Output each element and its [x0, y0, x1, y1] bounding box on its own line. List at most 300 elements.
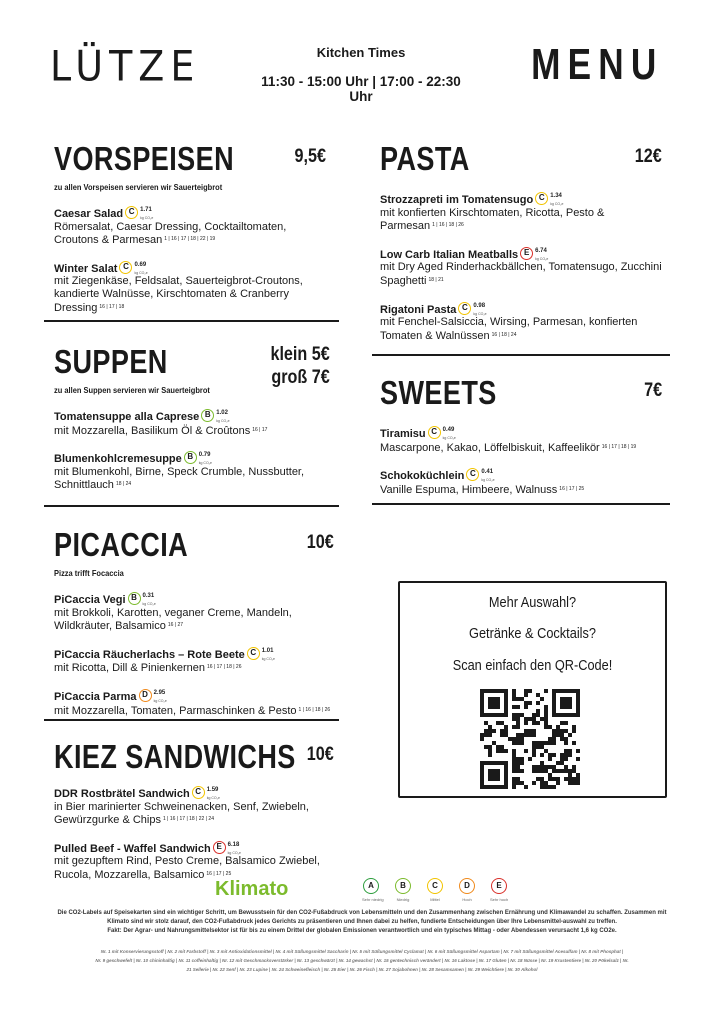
qr-module — [528, 733, 532, 737]
qr-module — [568, 705, 572, 709]
qr-text-scan: Scan einfach den QR-Code! — [452, 658, 613, 674]
qr-module — [492, 705, 496, 709]
menu-item-description: mit konfierten Kirschtomaten, Ricotta, Pesto & Parmesan — [380, 206, 605, 233]
qr-module — [532, 741, 536, 745]
qr-module — [548, 725, 552, 729]
price-large: groß 7€ — [271, 367, 330, 388]
allergen-notes: 16 | 17 — [252, 426, 268, 433]
co2-grade-badge: B — [128, 592, 141, 605]
co2-value: 0.49 — [442, 427, 455, 433]
qr-module — [504, 785, 508, 789]
legend-grade-badge: B — [395, 878, 411, 894]
menu-heading: MENU — [531, 40, 664, 89]
qr-module — [496, 705, 500, 709]
allergen-line: 21 Sellerie | Nr. 22 Senf | Nr. 23 Lupine | Nr. 24 Schweinefleisch | Nr. 25 Eier | Nr. 26 Fisch | Nr. 27 Sojabohnen | Nr. 28 Sesamsamen | Nr. 29 Weichtiere | Nr. 30 Alkohol — [186, 967, 538, 972]
qr-module — [524, 717, 528, 721]
qr-module — [520, 757, 524, 761]
qr-module — [512, 689, 516, 693]
menu-item-description: Vanille Espuma, Himbeere, Walnuss — [380, 483, 558, 496]
menu-item-description: mit Ziegenkäse, Feldsalat, Sauerteigbrot-Croutons, kandierte Walnüsse, Kirschtomaten & Cranberry Dressing — [54, 275, 303, 314]
menu-item-description: Mascarpone, Kakao, Löffelbiskuit, Kaffeelikör — [380, 441, 600, 454]
qr-module — [536, 721, 540, 725]
co2-value: 1.71 — [140, 207, 152, 213]
qr-module — [536, 765, 540, 769]
allergen-notes: 18 | 24 — [115, 481, 132, 488]
menu-item-name: Low Carb Italian Meatballs — [380, 248, 519, 261]
co2-unit: kg CO₂e — [140, 216, 154, 220]
qr-module — [532, 749, 536, 753]
qr-text-drinks: Getränke & Cocktails? — [469, 626, 596, 642]
menu-item-description: mit Mozzarella, Basilikum Öl & Croûtons — [54, 424, 251, 437]
menu-item-description: mit Mozzarella, Tomaten, Parmaschinken & Pesto — [54, 704, 297, 717]
co2-value: 2.95 — [153, 689, 166, 696]
qr-module — [540, 717, 544, 721]
qr-module — [536, 701, 540, 705]
qr-module — [480, 705, 484, 709]
qr-module — [564, 741, 568, 745]
qr-module — [564, 737, 568, 741]
qr-module — [552, 733, 556, 737]
qr-module — [500, 713, 504, 717]
qr-module — [504, 769, 508, 773]
co2-unit: kg CO₂e — [261, 656, 275, 661]
qr-module — [480, 701, 484, 705]
section-title: PICACCIA — [54, 526, 189, 563]
section-title: SWEETS — [380, 374, 497, 411]
qr-module — [560, 761, 564, 765]
qr-module — [576, 773, 580, 777]
qr-code-box — [398, 581, 667, 798]
co2-unit: kg CO₂e — [535, 256, 549, 261]
qr-module — [496, 769, 500, 773]
qr-module — [536, 709, 540, 713]
qr-module — [504, 705, 508, 709]
co2-unit: kg CO₂e — [134, 270, 148, 275]
allergen-notes: 18 | 21 — [428, 276, 444, 283]
qr-module — [516, 705, 520, 709]
section-price: 9,5€ — [294, 146, 326, 167]
qr-module — [552, 765, 556, 769]
legend-label: Mittel — [430, 897, 440, 902]
qr-module — [504, 749, 508, 753]
qr-module — [568, 773, 572, 777]
qr-module — [480, 777, 484, 781]
section-price: 12€ — [635, 146, 662, 167]
allergen-notes: 1 | 16 | 18 | 26 — [298, 706, 331, 713]
qr-module — [488, 729, 492, 733]
qr-module — [512, 717, 516, 721]
qr-module — [504, 701, 508, 705]
qr-module — [544, 741, 548, 745]
qr-module — [504, 693, 508, 697]
qr-module — [548, 753, 552, 757]
menu-item — [54, 647, 334, 675]
section-suppen — [54, 343, 330, 492]
qr-module — [484, 689, 488, 693]
section-price — [271, 343, 330, 389]
qr-module — [512, 741, 516, 745]
qr-module — [568, 697, 572, 701]
qr-module — [524, 721, 528, 725]
co2-value: 0.31 — [142, 593, 155, 599]
co2-unit: kg CO₂e — [442, 436, 456, 440]
divider — [44, 320, 339, 322]
qr-module — [560, 701, 564, 705]
qr-module — [492, 773, 496, 777]
qr-module — [568, 777, 572, 781]
allergen-notes: 1 | 16 | 17 | 18 | 22 | 19 — [164, 236, 216, 243]
section-title: KIEZ SANDWICHS — [54, 738, 296, 775]
qr-module — [512, 769, 516, 773]
qr-module — [548, 777, 552, 781]
menu-item-name: PiCaccia Räucherlachs – Rote Beete — [54, 648, 245, 661]
brand-logo: LÜTZE — [50, 41, 201, 91]
menu-item-name: Rigatoni Pasta — [380, 303, 457, 316]
price-small: klein 5€ — [270, 344, 330, 365]
qr-module — [512, 725, 516, 729]
allergen-notes: 1 | 16 | 17 | 18 | 22 | 24 — [163, 816, 214, 823]
menu-item — [54, 592, 334, 633]
menu-item-name: PiCaccia Vegi — [54, 594, 126, 606]
qr-module — [520, 697, 524, 701]
qr-module — [512, 761, 516, 765]
legend-grade-badge: E — [491, 878, 507, 894]
menu-item — [54, 689, 334, 717]
allergen-notes: 16 | 27 — [167, 622, 184, 629]
qr-module — [576, 757, 580, 761]
qr-module — [512, 785, 516, 789]
qr-module — [572, 769, 576, 773]
qr-module — [504, 709, 508, 713]
menu-item — [54, 451, 330, 492]
qr-module — [568, 689, 572, 693]
qr-text-more: Mehr Auswahl? — [488, 595, 577, 611]
co2-unit: kg CO₂e — [142, 602, 156, 606]
qr-module — [504, 761, 508, 765]
qr-module — [524, 729, 528, 733]
qr-module — [484, 713, 488, 717]
qr-module — [560, 757, 564, 761]
menu-item-name: Schokoküchlein — [380, 470, 465, 483]
menu-item-name: Caesar Salad — [54, 208, 124, 220]
menu-item-description: Römersalat, Caesar Dressing, Cocktailtomaten, Croutons & Parmesan — [54, 220, 287, 247]
menu-item-name: Tiramisu — [380, 428, 426, 440]
co2-value: 1.01 — [261, 647, 274, 654]
qr-module — [564, 753, 568, 757]
qr-module — [572, 725, 576, 729]
footer-line: Fakt: Der Agrar- und Nahrungsmittelsektor ist für bis zu einem Drittel der globalen Emissionen verantwortlich und ein typisches Mittag - oder Abendessen verursacht 1,6 kg CO2e. — [107, 928, 617, 934]
qr-module — [540, 765, 544, 769]
qr-module — [516, 769, 520, 773]
qr-module — [516, 717, 520, 721]
qr-module — [568, 733, 572, 737]
qr-module — [552, 753, 556, 757]
co2-label — [128, 592, 164, 605]
qr-module — [516, 741, 520, 745]
qr-module — [512, 713, 516, 717]
allergen-notes: 16 | 17 | 18 — [99, 303, 125, 310]
qr-module — [560, 697, 564, 701]
footer-line: Klimato sind wir stolz darauf, den CO2-Fußabdruck jedes Gerichts zu präsentieren und Ihnen dabei zu helfen, fundierte Entscheidungen über Ihre Lebensmittel-auswahl zu treffen. — [107, 919, 617, 925]
qr-module — [492, 785, 496, 789]
qr-module — [532, 765, 536, 769]
qr-module — [536, 745, 540, 749]
qr-module — [488, 697, 492, 701]
section-price: 7€ — [644, 380, 662, 401]
allergen-notes: 16 | 17 | 18 | 26 — [207, 664, 242, 671]
qr-module — [480, 693, 484, 697]
qr-module — [520, 737, 524, 741]
co2-value: 6.18 — [227, 841, 240, 848]
qr-module — [516, 713, 520, 717]
qr-module — [556, 777, 560, 781]
qr-module — [480, 709, 484, 713]
co2-grade-badge: E — [213, 841, 226, 854]
qr-module — [488, 733, 492, 737]
section-vorspeisen — [54, 140, 326, 314]
qr-module — [544, 709, 548, 713]
qr-module — [576, 697, 580, 701]
klimato-logo: Klimato — [215, 878, 289, 900]
qr-module — [520, 761, 524, 765]
qr-module — [516, 737, 520, 741]
qr-module — [516, 697, 520, 701]
qr-module — [564, 701, 568, 705]
qr-module — [504, 781, 508, 785]
legend-label: Sehr niedrig — [362, 897, 384, 902]
qr-module — [524, 693, 528, 697]
qr-module — [552, 709, 556, 713]
qr-module — [504, 733, 508, 737]
qr-module — [484, 721, 488, 725]
qr-module — [564, 729, 568, 733]
qr-module — [564, 757, 568, 761]
menu-item-description: mit Blumenkohl, Birne, Speck Crumble, Nussbutter, Schnittlauch — [54, 465, 305, 492]
qr-module — [576, 709, 580, 713]
co2-label — [520, 247, 556, 260]
qr-module — [576, 749, 580, 753]
qr-module — [496, 785, 500, 789]
qr-module — [536, 693, 540, 697]
qr-module — [532, 781, 536, 785]
section-title: PASTA — [380, 140, 470, 177]
qr-module — [552, 693, 556, 697]
menu-item — [54, 409, 330, 437]
qr-module — [488, 745, 492, 749]
qr-code-icon[interactable] — [480, 689, 580, 789]
qr-module — [516, 777, 520, 781]
allergen-notes: 16 | 18 | 24 — [491, 331, 517, 338]
co2-grade-badge: B — [201, 409, 214, 422]
qr-module — [504, 765, 508, 769]
qr-module — [492, 697, 496, 701]
qr-module — [548, 773, 552, 777]
section-price: 10€ — [307, 744, 334, 765]
co2-grade-badge: B — [184, 451, 197, 464]
qr-module — [516, 725, 520, 729]
qr-module — [516, 765, 520, 769]
co2-label — [139, 689, 175, 702]
qr-module — [508, 737, 512, 741]
qr-module — [564, 769, 568, 773]
qr-module — [560, 769, 564, 773]
qr-module — [576, 713, 580, 717]
qr-module — [552, 729, 556, 733]
qr-module — [544, 765, 548, 769]
qr-module — [480, 689, 484, 693]
co2-grade-badge: C — [466, 468, 479, 481]
qr-module — [544, 725, 548, 729]
co2-unit: kg CO₂e — [481, 478, 495, 483]
section-sweets — [380, 374, 662, 496]
qr-module — [568, 713, 572, 717]
qr-module — [564, 713, 568, 717]
qr-module — [576, 777, 580, 781]
qr-module — [544, 721, 548, 725]
co2-value: 1.59 — [206, 787, 219, 793]
qr-module — [532, 733, 536, 737]
qr-module — [544, 717, 548, 721]
qr-module — [576, 705, 580, 709]
qr-module — [500, 785, 504, 789]
qr-module — [556, 781, 560, 785]
menu-item-description: mit gezupftem Rind, Pesto Creme, Balsamico Zwiebel, Rucola, Mozzarella, Balsamico — [54, 855, 320, 881]
qr-module — [532, 729, 536, 733]
qr-module — [496, 745, 500, 749]
qr-module — [480, 765, 484, 769]
co2-value: 1.02 — [216, 410, 228, 416]
qr-module — [568, 701, 572, 705]
co2-grade-badge: C — [458, 302, 471, 315]
qr-module — [496, 749, 500, 753]
qr-module — [552, 697, 556, 701]
qr-module — [544, 689, 548, 693]
co2-label — [466, 468, 502, 481]
qr-module — [560, 705, 564, 709]
qr-module — [552, 705, 556, 709]
qr-module — [520, 733, 524, 737]
kitchen-times-hours: 11:30 - 15:00 Uhr | 17:00 - 22:30 Uhr — [261, 74, 461, 104]
qr-module — [480, 697, 484, 701]
co2-value: 0.41 — [481, 469, 494, 476]
allergen-notes: 16 | 17 | 25 — [559, 485, 585, 492]
divider — [44, 719, 339, 721]
qr-module — [564, 721, 568, 725]
qr-module — [492, 769, 496, 773]
menu-item-description: mit Brokkoli, Karotten, veganer Creme, Mandeln, Wildkräuter, Balsamico — [54, 606, 292, 633]
qr-module — [524, 785, 528, 789]
qr-module — [540, 697, 544, 701]
legend-item — [362, 878, 384, 902]
qr-module — [540, 741, 544, 745]
qr-module — [572, 781, 576, 785]
qr-module — [512, 777, 516, 781]
co2-grade-badge: C — [119, 261, 132, 274]
qr-module — [552, 689, 556, 693]
qr-module — [500, 749, 504, 753]
qr-module — [532, 721, 536, 725]
qr-module — [500, 761, 504, 765]
qr-module — [488, 761, 492, 765]
menu-item-name: Winter Salat — [54, 262, 118, 275]
co2-label — [213, 841, 249, 854]
qr-module — [556, 733, 560, 737]
qr-module — [488, 777, 492, 781]
qr-module — [564, 689, 568, 693]
qr-module — [552, 785, 556, 789]
qr-module — [496, 697, 500, 701]
qr-module — [564, 777, 568, 781]
allergen-notes: 16 | 17 | 18 | 19 — [601, 443, 637, 450]
qr-module — [548, 737, 552, 741]
qr-module — [492, 729, 496, 733]
qr-module — [480, 761, 484, 765]
section-title: VORSPEISEN — [54, 140, 235, 177]
allergen-line: Nr. 1 mit Konservierungsstoff | Nr. 2 mit Farbstoff | Nr. 3 mit Antioxidationsmittel | Nr. 4 mit Süßungsmittel Saccharin | Nr. 5 mit Süßungsmittel Cyclamat | Nr. 6 mit Süßungsmittel Aspartam | Nr. 7 mit Süßungsmittel Acesulfam | Nr. 8 mit Phosphat | — [100, 949, 624, 954]
qr-module — [484, 761, 488, 765]
section-sandwichs — [54, 738, 334, 882]
qr-module — [500, 733, 504, 737]
qr-module — [520, 769, 524, 773]
qr-module — [480, 781, 484, 785]
qr-module — [532, 769, 536, 773]
qr-module — [516, 757, 520, 761]
qr-module — [496, 777, 500, 781]
qr-module — [532, 717, 536, 721]
legend-label: Sehr hoch — [490, 897, 509, 902]
qr-module — [516, 761, 520, 765]
qr-module — [564, 697, 568, 701]
qr-module — [564, 749, 568, 753]
qr-module — [548, 757, 552, 761]
qr-module — [500, 689, 504, 693]
qr-module — [572, 741, 576, 745]
qr-module — [560, 737, 564, 741]
qr-module — [576, 689, 580, 693]
qr-module — [556, 725, 560, 729]
qr-module — [492, 761, 496, 765]
menu-item-name: Pulled Beef - Waffel Sandwich — [54, 842, 211, 855]
qr-module — [488, 749, 492, 753]
qr-module — [544, 749, 548, 753]
qr-module — [568, 753, 572, 757]
kitchen-times — [250, 45, 472, 104]
qr-module — [560, 753, 564, 757]
qr-module — [480, 733, 484, 737]
section-picaccia — [54, 526, 334, 717]
co2-label — [535, 192, 571, 205]
co2-label — [458, 302, 494, 315]
co2-grade-badge: C — [535, 192, 548, 205]
qr-module — [504, 725, 508, 729]
qr-module — [524, 701, 528, 705]
menu-item-name: PiCaccia Parma — [54, 690, 137, 703]
co2-unit: kg CO₂e — [153, 698, 167, 703]
section-subtitle: zu allen Suppen servieren wir Sauerteigbrot — [54, 385, 210, 395]
qr-module — [556, 761, 560, 765]
qr-module — [480, 769, 484, 773]
qr-module — [572, 729, 576, 733]
section-title: SUPPEN — [54, 343, 168, 380]
legend-item — [490, 878, 508, 902]
qr-module — [552, 777, 556, 781]
qr-module — [512, 697, 516, 701]
footer-line: Die CO2-Labels auf Speisekarten sind ein wichtiger Schritt, um Bewusstsein für den CO2-Fußabdruck von Lebensmitteln und den Zusammenhang zwischen Ernährung und Klimawandel zu schaffen. Zusammen mit — [57, 910, 667, 916]
qr-module — [556, 729, 560, 733]
qr-module — [480, 773, 484, 777]
qr-module — [504, 713, 508, 717]
qr-module — [520, 713, 524, 717]
